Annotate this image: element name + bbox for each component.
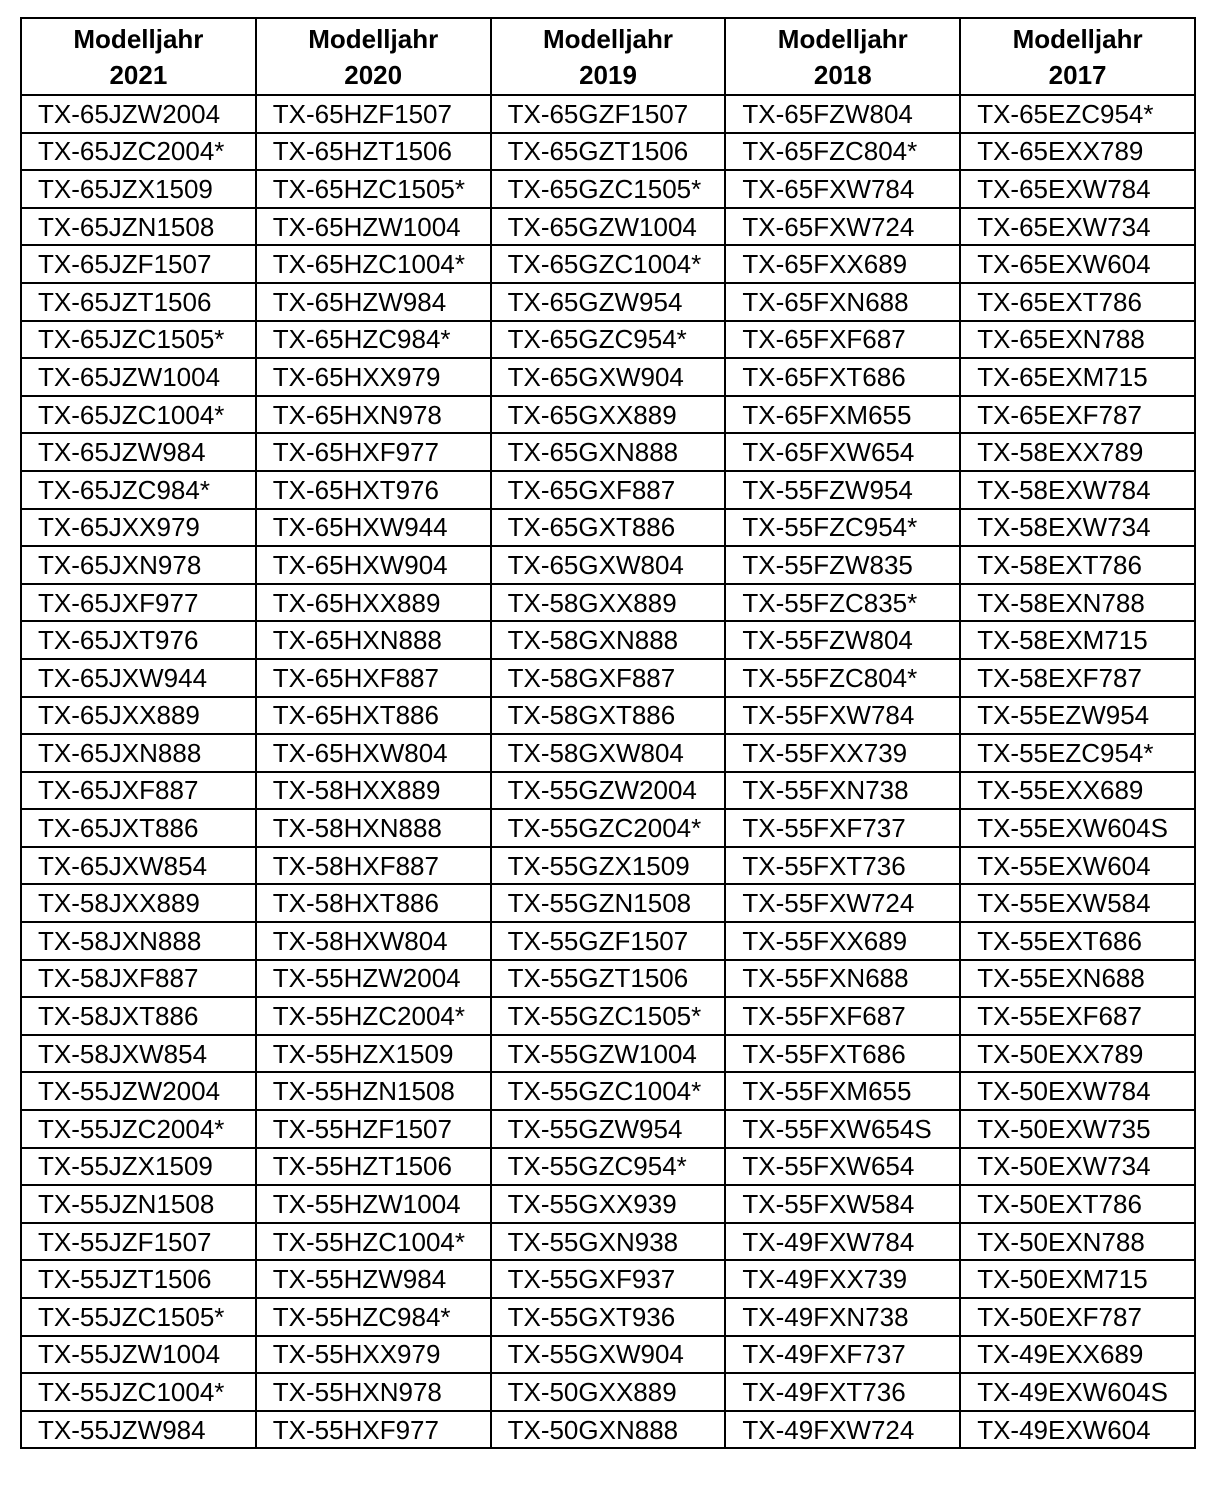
table-cell: TX-65GZC1505* (491, 170, 726, 208)
table-cell: TX-50GXX889 (491, 1373, 726, 1411)
table-cell: TX-58JXT886 (21, 997, 256, 1035)
table-cell: TX-58EXX789 (960, 433, 1195, 471)
column-header-label: Modelljahr (73, 23, 204, 54)
table-cell: TX-58GXW804 (491, 734, 726, 772)
table-cell: TX-65FXW784 (725, 170, 960, 208)
table-cell: TX-65EZC954* (960, 95, 1195, 133)
table-cell: TX-55GZF1507 (491, 922, 726, 960)
table-cell: TX-55FXW724 (725, 884, 960, 922)
table-cell: TX-55EXW604 (960, 847, 1195, 885)
table-cell: TX-49FXW724 (725, 1411, 960, 1449)
table-cell: TX-58GXN888 (491, 621, 726, 659)
column-header-year: 2017 (1048, 59, 1107, 90)
table-row (21, 396, 1195, 434)
table-cell: TX-65GXW804 (491, 546, 726, 584)
table-cell: TX-65JZW1004 (21, 358, 256, 396)
table-cell: TX-55FXW654 (725, 1148, 960, 1186)
table-header (21, 18, 1195, 95)
table-cell: TX-65JXX979 (21, 509, 256, 547)
table-cell: TX-58GXX889 (491, 584, 726, 622)
table-cell: TX-65GXF887 (491, 471, 726, 509)
table-cell: TX-55HZW1004 (256, 1185, 491, 1223)
column-header (725, 18, 960, 95)
table-cell: TX-55GXW904 (491, 1336, 726, 1374)
table-cell: TX-65GXX889 (491, 396, 726, 434)
table-cell: TX-65FXW654 (725, 433, 960, 471)
table-cell: TX-55HZW984 (256, 1260, 491, 1298)
table-cell: TX-65EXW784 (960, 170, 1195, 208)
table-cell: TX-55HXX979 (256, 1336, 491, 1374)
table-cell: TX-55GXX939 (491, 1185, 726, 1223)
table-cell: TX-65HXT976 (256, 471, 491, 509)
table-cell: TX-65HXW944 (256, 509, 491, 547)
table-cell: TX-65JZC1505* (21, 321, 256, 359)
table-row (21, 584, 1195, 622)
column-header (256, 18, 491, 95)
column-header-label: Modelljahr (308, 23, 439, 54)
table-row (21, 509, 1195, 547)
column-header (960, 18, 1195, 95)
table-cell: TX-65HXX889 (256, 584, 491, 622)
table-cell: TX-49EXX689 (960, 1336, 1195, 1374)
column-header-label: Modelljahr (1012, 23, 1143, 54)
column-header-year: 2021 (109, 59, 168, 90)
table-cell: TX-50EXW735 (960, 1110, 1195, 1148)
table-row (21, 133, 1195, 171)
table-row (21, 170, 1195, 208)
table-cell: TX-55JZC1505* (21, 1298, 256, 1336)
table-cell: TX-58HXN888 (256, 809, 491, 847)
table-cell: TX-55JZX1509 (21, 1148, 256, 1186)
table-cell: TX-65GXT886 (491, 509, 726, 547)
table-row (21, 1148, 1195, 1186)
table-cell: TX-55FZC954* (725, 509, 960, 547)
table-row (21, 321, 1195, 359)
table-cell: TX-65HXN978 (256, 396, 491, 434)
table-cell: TX-55GZW2004 (491, 772, 726, 810)
table-cell: TX-55FXW584 (725, 1185, 960, 1223)
table-cell: TX-55GZC954* (491, 1148, 726, 1186)
table-cell: TX-65JZC984* (21, 471, 256, 509)
table-cell: TX-50EXX789 (960, 1035, 1195, 1073)
table-cell: TX-58GXF887 (491, 659, 726, 697)
table-cell: TX-58JXN888 (21, 922, 256, 960)
table-row (21, 208, 1195, 246)
table-cell: TX-65JXN978 (21, 546, 256, 584)
table-cell: TX-55FXN688 (725, 960, 960, 998)
table-cell: TX-55GZW1004 (491, 1035, 726, 1073)
table-cell: TX-50EXT786 (960, 1185, 1195, 1223)
table-row (21, 358, 1195, 396)
table-cell: TX-55GZC1505* (491, 997, 726, 1035)
table-cell: TX-65GXN888 (491, 433, 726, 471)
table-cell: TX-58JXX889 (21, 884, 256, 922)
table-cell: TX-55GZC2004* (491, 809, 726, 847)
table-cell: TX-55EXW584 (960, 884, 1195, 922)
table-cell: TX-65EXW604 (960, 245, 1195, 283)
table-cell: TX-55JZW1004 (21, 1336, 256, 1374)
model-year-table (20, 17, 1196, 1449)
table-row (21, 659, 1195, 697)
column-header (491, 18, 726, 95)
table-cell: TX-65HXF887 (256, 659, 491, 697)
table-cell: TX-55FXW784 (725, 697, 960, 735)
table-row (21, 471, 1195, 509)
table-cell: TX-55FXW654S (725, 1110, 960, 1148)
table-cell: TX-55JZN1508 (21, 1185, 256, 1223)
table-cell: TX-65FXX689 (725, 245, 960, 283)
table-cell: TX-58EXM715 (960, 621, 1195, 659)
table-cell: TX-65HXN888 (256, 621, 491, 659)
table-cell: TX-49FXT736 (725, 1373, 960, 1411)
table-cell: TX-55HZF1507 (256, 1110, 491, 1148)
table-cell: TX-58JXF887 (21, 960, 256, 998)
table-cell: TX-55FZW954 (725, 471, 960, 509)
table-cell: TX-65HXW904 (256, 546, 491, 584)
table-cell: TX-65EXX789 (960, 133, 1195, 171)
table-row (21, 697, 1195, 735)
table-cell: TX-65HXF977 (256, 433, 491, 471)
table-cell: TX-58HXW804 (256, 922, 491, 960)
table-row (21, 772, 1195, 810)
table-cell: TX-65GXW904 (491, 358, 726, 396)
table-cell: TX-65GZC954* (491, 321, 726, 359)
table-cell: TX-65JXW854 (21, 847, 256, 885)
table-cell: TX-65JZC1004* (21, 396, 256, 434)
table-cell: TX-65HXX979 (256, 358, 491, 396)
table-cell: TX-65HZW984 (256, 283, 491, 321)
table-cell: TX-50EXW734 (960, 1148, 1195, 1186)
table-cell: TX-50EXN788 (960, 1223, 1195, 1261)
table-cell: TX-65JXT886 (21, 809, 256, 847)
table-cell: TX-55GZW954 (491, 1110, 726, 1148)
table-cell: TX-65HZC1505* (256, 170, 491, 208)
table-cell: TX-65HZW1004 (256, 208, 491, 246)
table-row (21, 621, 1195, 659)
table-cell: TX-65EXT786 (960, 283, 1195, 321)
column-header-label: Modelljahr (777, 23, 908, 54)
table-cell: TX-65GZT1506 (491, 133, 726, 171)
table-cell: TX-65JXF887 (21, 772, 256, 810)
table-cell: TX-55FXX739 (725, 734, 960, 772)
table-cell: TX-55EZC954* (960, 734, 1195, 772)
table-row (21, 884, 1195, 922)
table-cell: TX-50EXM715 (960, 1260, 1195, 1298)
table-cell: TX-65JXW944 (21, 659, 256, 697)
table-cell: TX-65JXF977 (21, 584, 256, 622)
table-row (21, 734, 1195, 772)
table-cell: TX-58HXX889 (256, 772, 491, 810)
table-cell: TX-49FXX739 (725, 1260, 960, 1298)
table-row (21, 922, 1195, 960)
table-row (21, 433, 1195, 471)
table-cell: TX-65JZW2004 (21, 95, 256, 133)
table-cell: TX-49FXF737 (725, 1336, 960, 1374)
header-row (21, 18, 1195, 95)
table-cell: TX-55FZW804 (725, 621, 960, 659)
column-header-label: Modelljahr (542, 23, 673, 54)
table-cell: TX-65EXM715 (960, 358, 1195, 396)
table-cell: TX-65JZC2004* (21, 133, 256, 171)
table-row (21, 546, 1195, 584)
table-cell: TX-58EXF787 (960, 659, 1195, 697)
table-cell: TX-65JZF1507 (21, 245, 256, 283)
table-cell: TX-55JZF1507 (21, 1223, 256, 1261)
table-cell: TX-55FXT736 (725, 847, 960, 885)
column-header-year: 2018 (813, 59, 872, 90)
table-cell: TX-55HZC2004* (256, 997, 491, 1035)
table-row (21, 997, 1195, 1035)
table-cell: TX-50GXN888 (491, 1411, 726, 1449)
table-row (21, 1260, 1195, 1298)
table-cell: TX-65EXF787 (960, 396, 1195, 434)
table-cell: TX-55HZN1508 (256, 1072, 491, 1110)
table-cell: TX-65FZC804* (725, 133, 960, 171)
table-cell: TX-65FXW724 (725, 208, 960, 246)
table-cell: TX-65FXT686 (725, 358, 960, 396)
table-cell: TX-65FXN688 (725, 283, 960, 321)
table-cell: TX-65JZT1506 (21, 283, 256, 321)
table-cell: TX-55HZC1004* (256, 1223, 491, 1261)
table-row (21, 1110, 1195, 1148)
table-body (21, 95, 1195, 1448)
table-cell: TX-55JZC1004* (21, 1373, 256, 1411)
table-cell: TX-55GZT1506 (491, 960, 726, 998)
table-cell: TX-55FZC835* (725, 584, 960, 622)
table-cell: TX-55EXT686 (960, 922, 1195, 960)
table-cell: TX-55GXN938 (491, 1223, 726, 1261)
table-cell: TX-55HZW2004 (256, 960, 491, 998)
table-cell: TX-65JZW984 (21, 433, 256, 471)
table-cell: TX-55GXT936 (491, 1298, 726, 1336)
table-cell: TX-55HXN978 (256, 1373, 491, 1411)
table-cell: TX-58EXW734 (960, 509, 1195, 547)
table-cell: TX-58HXT886 (256, 884, 491, 922)
table-cell: TX-65GZW1004 (491, 208, 726, 246)
table-cell: TX-65JZX1509 (21, 170, 256, 208)
table-cell: TX-55FZC804* (725, 659, 960, 697)
table-cell: TX-65GZW954 (491, 283, 726, 321)
table-cell: TX-55FXF687 (725, 997, 960, 1035)
table-cell: TX-58JXW854 (21, 1035, 256, 1073)
table-row (21, 1411, 1195, 1449)
table-row (21, 95, 1195, 133)
table-cell: TX-65JXN888 (21, 734, 256, 772)
table-cell: TX-65FZW804 (725, 95, 960, 133)
table-cell: TX-65HZT1506 (256, 133, 491, 171)
table-cell: TX-55JZT1506 (21, 1260, 256, 1298)
table-cell: TX-58EXN788 (960, 584, 1195, 622)
table-cell: TX-55JZW984 (21, 1411, 256, 1449)
table-cell: TX-55HZC984* (256, 1298, 491, 1336)
table-row (21, 1223, 1195, 1261)
table-cell: TX-65HZF1507 (256, 95, 491, 133)
table-cell: TX-55GZC1004* (491, 1072, 726, 1110)
table-cell: TX-49FXN738 (725, 1298, 960, 1336)
table-cell: TX-65FXF687 (725, 321, 960, 359)
table-cell: TX-65EXW734 (960, 208, 1195, 246)
table-cell: TX-55EXW604S (960, 809, 1195, 847)
table-cell: TX-65HXT886 (256, 697, 491, 735)
table-cell: TX-55GZN1508 (491, 884, 726, 922)
table-cell: TX-55EXF687 (960, 997, 1195, 1035)
table-row (21, 1185, 1195, 1223)
table-row (21, 847, 1195, 885)
table-cell: TX-55FXT686 (725, 1035, 960, 1073)
table-row (21, 809, 1195, 847)
table-cell: TX-65JZN1508 (21, 208, 256, 246)
table-cell: TX-49EXW604 (960, 1411, 1195, 1449)
table-cell: TX-65HZC1004* (256, 245, 491, 283)
table-cell: TX-55FXM655 (725, 1072, 960, 1110)
table-cell: TX-50EXF787 (960, 1298, 1195, 1336)
table-cell: TX-55EZW954 (960, 697, 1195, 735)
table-cell: TX-55GZX1509 (491, 847, 726, 885)
column-header (21, 18, 256, 95)
table-cell: TX-65JXT976 (21, 621, 256, 659)
table-row (21, 1298, 1195, 1336)
table-cell: TX-55HZT1506 (256, 1148, 491, 1186)
table-cell: TX-55FXN738 (725, 772, 960, 810)
table-cell: TX-50EXW784 (960, 1072, 1195, 1110)
table-row (21, 1072, 1195, 1110)
table-cell: TX-65JXX889 (21, 697, 256, 735)
column-header-year: 2020 (344, 59, 403, 90)
table-cell: TX-55FZW835 (725, 546, 960, 584)
table-row (21, 1373, 1195, 1411)
table-cell: TX-65HZC984* (256, 321, 491, 359)
table-cell: TX-58EXW784 (960, 471, 1195, 509)
table-row (21, 1336, 1195, 1374)
table-cell: TX-65GZF1507 (491, 95, 726, 133)
table-cell: TX-55HXF977 (256, 1411, 491, 1449)
table-cell: TX-55JZW2004 (21, 1072, 256, 1110)
table-row (21, 1035, 1195, 1073)
table-cell: TX-65HXW804 (256, 734, 491, 772)
table-row (21, 960, 1195, 998)
table-cell: TX-65GZC1004* (491, 245, 726, 283)
table-cell: TX-58GXT886 (491, 697, 726, 735)
table-cell: TX-49FXW784 (725, 1223, 960, 1261)
table-cell: TX-55EXN688 (960, 960, 1195, 998)
table-cell: TX-49EXW604S (960, 1373, 1195, 1411)
table-cell: TX-55GXF937 (491, 1260, 726, 1298)
table-cell: TX-55FXF737 (725, 809, 960, 847)
table-cell: TX-55FXX689 (725, 922, 960, 960)
table-row (21, 245, 1195, 283)
table-cell: TX-55HZX1509 (256, 1035, 491, 1073)
table-cell: TX-55EXX689 (960, 772, 1195, 810)
table-cell: TX-55JZC2004* (21, 1110, 256, 1148)
table-cell: TX-58HXF887 (256, 847, 491, 885)
table-cell: TX-58EXT786 (960, 546, 1195, 584)
column-header-year: 2019 (579, 59, 637, 90)
table-cell: TX-65FXM655 (725, 396, 960, 434)
table-cell: TX-65EXN788 (960, 321, 1195, 359)
table-row (21, 283, 1195, 321)
